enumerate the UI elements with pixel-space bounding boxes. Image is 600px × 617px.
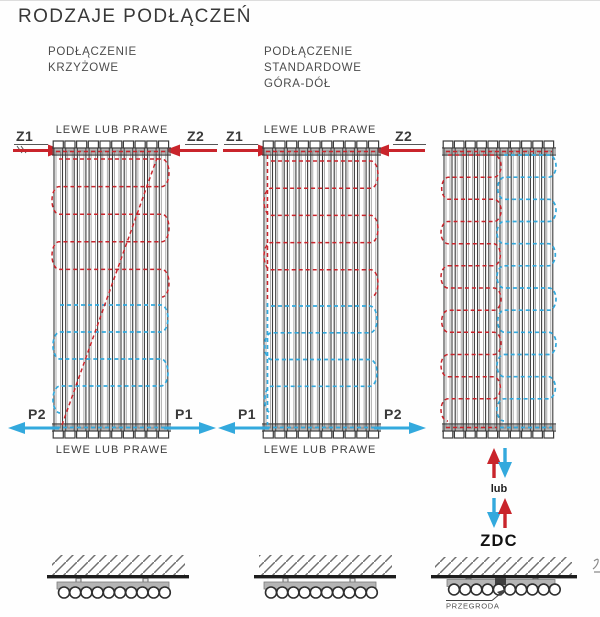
section-label-standard-line2: STANDARDOWE [264,61,362,74]
radiator-standard-diagram [218,124,426,456]
tube-cap-top [333,141,343,148]
tube-cap-top [454,141,464,148]
tube-circle [460,584,471,595]
diagram-canvas [0,1,600,617]
tube-cap-bottom [100,431,110,438]
return-arrow-right-standard [374,422,426,434]
radiator-tube [455,148,463,431]
tube-cap-top [135,141,145,148]
label-p1-cross: P1 [175,406,193,422]
radiator-cross-diagram [8,124,218,456]
tube-cap-top [77,141,87,148]
tube-cap-bottom [275,431,285,438]
label-p1-standard: P1 [238,406,256,422]
tube-circle [505,584,516,595]
header-band [262,149,381,154]
radiator-tube [124,148,133,431]
radiator-tube [500,148,508,431]
radiator-body-cross [52,141,171,438]
clipped-edge-fragment [593,559,600,572]
section-label-standard-line3: GÓRA-DÓŁ [264,77,331,90]
tube-cap-bottom [135,431,145,438]
return-arrow-right-cross [164,422,216,434]
tube-cap-top [322,141,332,148]
tube-circle [322,587,333,598]
tube-circle [92,587,103,598]
tube-cap-top [443,141,453,148]
tube-cap-top [310,141,320,148]
tube-circle [538,584,549,595]
radiator-tube [444,148,452,431]
tube-cap-bottom [65,431,75,438]
footer-band [262,425,381,430]
label-p2-standard: P2 [384,406,402,422]
footer-band [52,425,171,430]
tube-cap-bottom [77,431,87,438]
label-z1-cross: Z1 [16,128,34,144]
tube-circle [59,587,70,598]
tube-cap-bottom [287,431,297,438]
wall-hatch [52,555,185,575]
tube-cap-top [263,141,273,148]
tube-cap-bottom [533,431,543,438]
return-arrow-left-standard [218,422,269,434]
tube-cap-bottom [322,431,332,438]
radiator-tube [358,148,367,431]
tube-cap-bottom [345,431,355,438]
radiator-tube [287,148,296,431]
section-label-cross-line1: PODŁĄCZENIE [48,46,137,58]
radiator-body-standard [262,141,381,438]
tube-circle [126,587,137,598]
radiator-tube [113,148,122,431]
tube-circle [288,587,299,598]
tube-cap-top [369,141,379,148]
tube-cap-bottom [466,431,476,438]
zdc-arrow-pair-1 [487,448,512,478]
radiator-tube [511,148,519,431]
header-band [52,149,171,154]
wall-hatch [259,555,392,575]
radiator-tube [89,148,98,431]
tube-cap-top [123,141,133,148]
tube-cap-bottom [477,431,487,438]
tube-cap-bottom [369,431,379,438]
tube-circle [344,587,355,598]
tube-cap-top [345,141,355,148]
tube-circle [366,587,377,598]
radiator-tube [136,148,145,431]
radiator-tube [276,148,285,431]
tube-circle [277,587,288,598]
tube-cap-bottom [123,431,133,438]
tube-cap-top [499,141,509,148]
radiator-zdc-diagram [441,141,556,550]
tube-cap-top [88,141,98,148]
tube-cap-bottom [443,431,453,438]
tube-cap-top [100,141,110,148]
tube-cap-top [466,141,476,148]
radiator-tube [346,148,355,431]
tube-circle [527,584,538,595]
tube-cap-bottom [298,431,308,438]
wall-mount-top-view-2 [254,555,396,598]
radiator-tube [323,148,332,431]
wall-mount-top-view-1 [47,555,189,598]
tube-circle [516,584,527,595]
tube-circle [103,587,114,598]
tube-cap-bottom [88,431,98,438]
tube-cap-top [287,141,297,148]
tube-circle [148,587,159,598]
tube-cap-bottom [263,431,273,438]
tube-cap-top [477,141,487,148]
tube-circle [266,587,277,598]
zdc-arrow-pair-2 [487,498,512,528]
tube-circle [81,587,92,598]
radiator-tube [148,148,157,431]
tube-cap-top [275,141,285,148]
label-lub: lub [490,483,508,495]
tube-circle [159,587,170,598]
supply-arrow-z2-cross [164,145,217,157]
tube-cap-top [112,141,122,148]
tube-circle [471,584,482,595]
tube-cap-bottom [159,431,169,438]
radiator-tube [299,148,308,431]
tube-cap-bottom [522,431,532,438]
wall-line [47,575,189,578]
tube-circle [355,587,366,598]
radiator-tube [534,148,542,431]
tube-cap-bottom [454,431,464,438]
tube-cap-bottom [499,431,509,438]
tube-circle [137,587,148,598]
section-label-standard-line1: PODŁĄCZENIE [264,46,353,58]
tube-cap-bottom [488,431,498,438]
tube-cap-top [533,141,543,148]
caption-bottom-standard: LEWE LUB PRAWE [263,444,377,456]
wall-line [254,575,396,578]
tube-cap-top [510,141,520,148]
tube-cap-bottom [310,431,320,438]
radiator-tube [478,148,486,431]
radiator-tube [77,148,86,431]
wall-hatch [435,557,572,575]
tube-cap-bottom [147,431,157,438]
tube-circle [299,587,310,598]
tube-circle [70,587,81,598]
radiator-tube [522,148,530,431]
label-z1-standard: Z1 [226,128,244,144]
tube-cap-top [147,141,157,148]
tube-cap-bottom [53,431,63,438]
caption-top-cross: LEWE LUB PRAWE [55,124,169,136]
tube-cap-top [544,141,554,148]
tube-cap-bottom [333,431,343,438]
tube-circle [449,584,460,595]
radiator-tube [66,148,75,431]
tube-cap-top [159,141,169,148]
tube-cap-top [298,141,308,148]
caption-bottom-cross: LEWE LUB PRAWE [55,444,169,456]
radiator-tube [545,148,553,431]
return-arrow-left-cross [8,422,59,434]
tube-circle [482,584,493,595]
tube-cap-top [357,141,367,148]
tube-circle [333,587,344,598]
tube-circle [115,587,126,598]
label-p2-cross: P2 [28,406,46,422]
label-zdc: ZDC [480,532,518,550]
tube-cap-top [53,141,63,148]
caption-top-standard: LEWE LUB PRAWE [263,124,377,136]
radiator-tube [489,148,497,431]
label-przegroda: PRZEGRODA [446,601,500,611]
tube-circle [549,584,560,595]
tube-cap-bottom [510,431,520,438]
tube-cap-bottom [357,431,367,438]
radiator-tube [159,148,168,431]
tube-cap-top [522,141,532,148]
tube-cap-top [488,141,498,148]
label-z2-standard: Z2 [395,128,413,144]
tube-cap-top [65,141,75,148]
page-title: RODZAJE PODŁĄCZEŃ [18,6,252,27]
wall-mount-top-view-3 [431,557,577,611]
wall-line [431,575,577,578]
radiator-tube [466,148,474,431]
tube-cap-bottom [544,431,554,438]
label-z2-cross: Z2 [187,128,205,144]
radiator-tube [311,148,320,431]
radiator-tube [101,148,110,431]
tube-cap-bottom [112,431,122,438]
radiator-tube [334,148,343,431]
section-label-cross-line2: KRZYŻOWE [48,61,119,74]
tube-circle [310,587,321,598]
